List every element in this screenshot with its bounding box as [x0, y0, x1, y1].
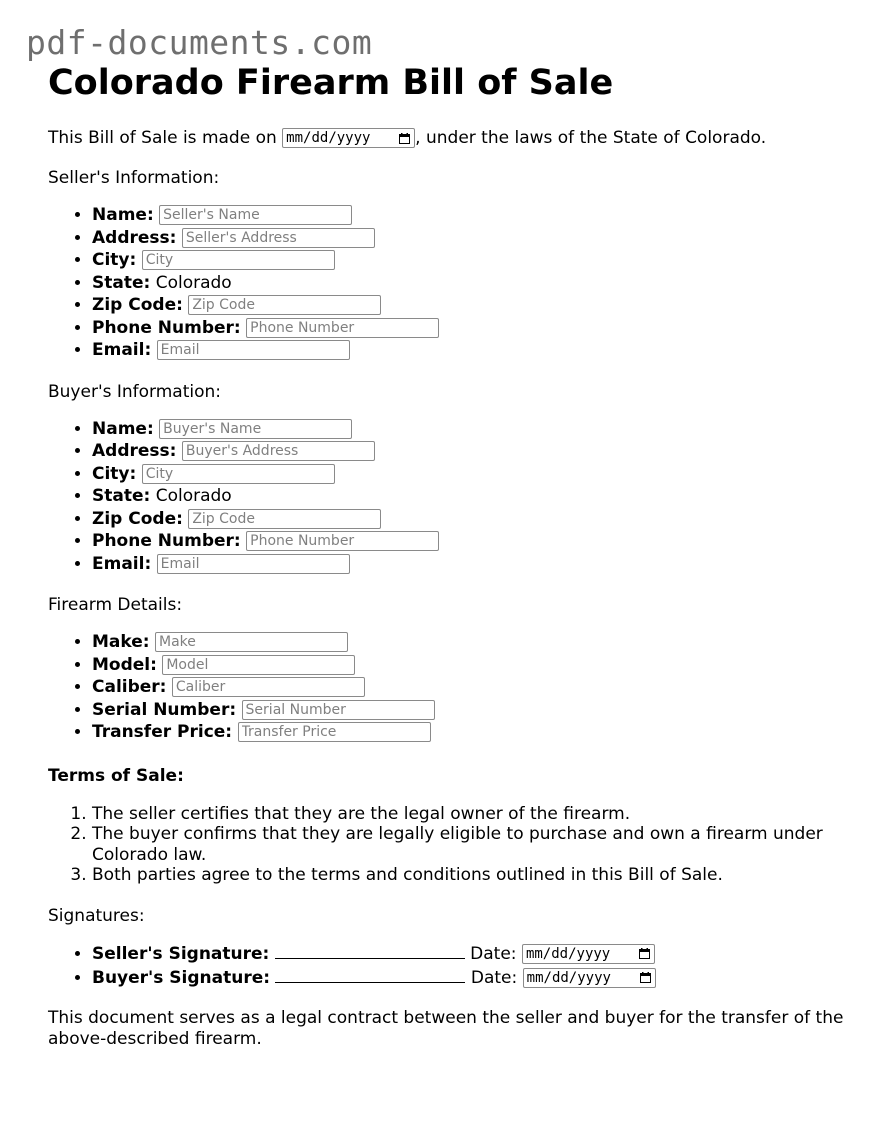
- seller-state-value: Colorado: [155, 272, 232, 293]
- terms-item: 1. The seller certifies that they are the legal owner of the firearm.: [92, 804, 848, 825]
- intro-after: , under the laws of the State of Colorado.: [415, 128, 767, 148]
- buyer-city-input[interactable]: [142, 464, 335, 484]
- seller-state-label: State:: [92, 272, 151, 293]
- buyer-signature-label: Buyer's Signature:: [92, 967, 271, 988]
- buyer-phone-item: [92, 530, 848, 553]
- firearm-price-item: [92, 721, 848, 744]
- seller-phone-item: [92, 317, 848, 340]
- buyer-state-item: [92, 485, 848, 508]
- firearm-heading: Firearm Details:: [48, 595, 183, 615]
- seller-city-item: [92, 249, 848, 272]
- terms-list: [48, 804, 848, 886]
- buyer-state-value: Colorado: [155, 486, 232, 506]
- intro-text: [48, 128, 848, 148]
- seller-signature-label: Seller's Signature:: [92, 943, 270, 964]
- seller-zip-item: [92, 294, 848, 317]
- seller-address-input[interactable]: [182, 228, 375, 248]
- buyer-signature-item: [92, 966, 848, 990]
- firearm-caliber-label: Caliber:: [92, 677, 167, 697]
- buyer-email-input[interactable]: [157, 554, 350, 574]
- buyer-phone-label: Phone Number:: [92, 531, 241, 551]
- seller-heading: Seller's Information:: [48, 168, 220, 188]
- watermark: pdf-documents.com: [26, 23, 373, 62]
- buyer-fields-list: [48, 418, 848, 576]
- intro-before: This Bill of Sale is made on: [48, 128, 277, 148]
- document-body: [48, 60, 848, 1050]
- buyer-zip-input[interactable]: [188, 509, 381, 529]
- buyer-name-label: Name:: [92, 418, 154, 439]
- seller-email-input[interactable]: [157, 340, 350, 360]
- buyer-heading: Buyer's Information:: [48, 381, 222, 402]
- buyer-name-item: [92, 418, 848, 441]
- buyer-signature-line[interactable]: [275, 967, 465, 983]
- firearm-model-item: [92, 654, 848, 677]
- sale-date-input[interactable]: [282, 128, 415, 148]
- buyer-city-label: City:: [92, 463, 137, 484]
- seller-fields-list: [48, 204, 848, 362]
- buyer-name-input[interactable]: [159, 419, 352, 439]
- firearm-price-label: Transfer Price:: [92, 722, 233, 742]
- firearm-serial-item: [92, 699, 848, 722]
- buyer-phone-input[interactable]: [246, 531, 439, 551]
- seller-address-item: [92, 227, 848, 250]
- buyer-date-input[interactable]: [523, 968, 656, 988]
- signatures-heading: Signatures:: [48, 905, 145, 926]
- buyer-city-item: [92, 463, 848, 486]
- buyer-address-label: Address:: [92, 441, 177, 461]
- firearm-model-label: Model:: [92, 654, 157, 675]
- buyer-date-placeholder: mm/dd/yyyy: [526, 969, 611, 986]
- firearm-fields-list: [48, 631, 848, 744]
- seller-phone-label: Phone Number:: [92, 317, 241, 338]
- calendar-icon[interactable]: [399, 133, 410, 144]
- buyer-address-input[interactable]: [182, 441, 375, 461]
- seller-date-placeholder: mm/dd/yyyy: [525, 945, 611, 962]
- seller-address-label: Address:: [92, 227, 177, 248]
- seller-date-input[interactable]: [522, 944, 655, 964]
- firearm-caliber-input[interactable]: [172, 677, 365, 697]
- seller-phone-input[interactable]: [246, 318, 439, 338]
- seller-signature-line[interactable]: [275, 943, 465, 959]
- seller-zip-label: Zip Code:: [92, 295, 183, 315]
- calendar-icon[interactable]: [639, 948, 650, 959]
- firearm-model-input[interactable]: [162, 655, 355, 675]
- seller-city-input[interactable]: [142, 250, 335, 270]
- buyer-email-item: [92, 553, 848, 576]
- buyer-zip-label: Zip Code:: [92, 508, 183, 529]
- buyer-state-label: State:: [92, 486, 151, 506]
- buyer-zip-item: [92, 508, 848, 531]
- signatures-list: [48, 942, 848, 990]
- closing-statement: This document serves as a legal contract between the seller and buyer for the transfer of the above-described firearm.: [48, 1007, 844, 1049]
- sale-date-placeholder: mm/dd/yyyy: [286, 130, 371, 146]
- terms-item: 3. Both parties agree to the terms and conditions outlined in this Bill of Sale.: [92, 865, 848, 886]
- seller-date-label: Date:: [470, 943, 517, 964]
- seller-email-label: Email:: [92, 340, 152, 360]
- page-title: Colorado Firearm Bill of Sale: [48, 63, 614, 103]
- buyer-address-item: [92, 440, 848, 463]
- terms-heading: Terms of Sale:: [48, 765, 184, 786]
- firearm-serial-label: Serial Number:: [92, 699, 237, 720]
- seller-signature-item: [92, 942, 848, 966]
- buyer-email-label: Email:: [92, 553, 152, 574]
- seller-city-label: City:: [92, 250, 137, 270]
- seller-name-label: Name:: [92, 205, 154, 225]
- firearm-price-input[interactable]: [238, 722, 431, 742]
- firearm-make-label: Make:: [92, 632, 150, 652]
- seller-email-item: [92, 339, 848, 362]
- seller-name-item: [92, 204, 848, 227]
- seller-zip-input[interactable]: [188, 295, 381, 315]
- seller-name-input[interactable]: [159, 205, 352, 225]
- firearm-make-input[interactable]: [155, 632, 348, 652]
- terms-item: 2. The buyer confirms that they are legally eligible to purchase and own a firearm under Colorado law.: [92, 824, 848, 865]
- firearm-make-item: [92, 631, 848, 654]
- firearm-caliber-item: [92, 676, 848, 699]
- calendar-icon[interactable]: [640, 972, 651, 983]
- seller-state-item: [92, 272, 848, 295]
- buyer-date-label: Date:: [470, 967, 518, 988]
- firearm-serial-input[interactable]: [242, 700, 435, 720]
